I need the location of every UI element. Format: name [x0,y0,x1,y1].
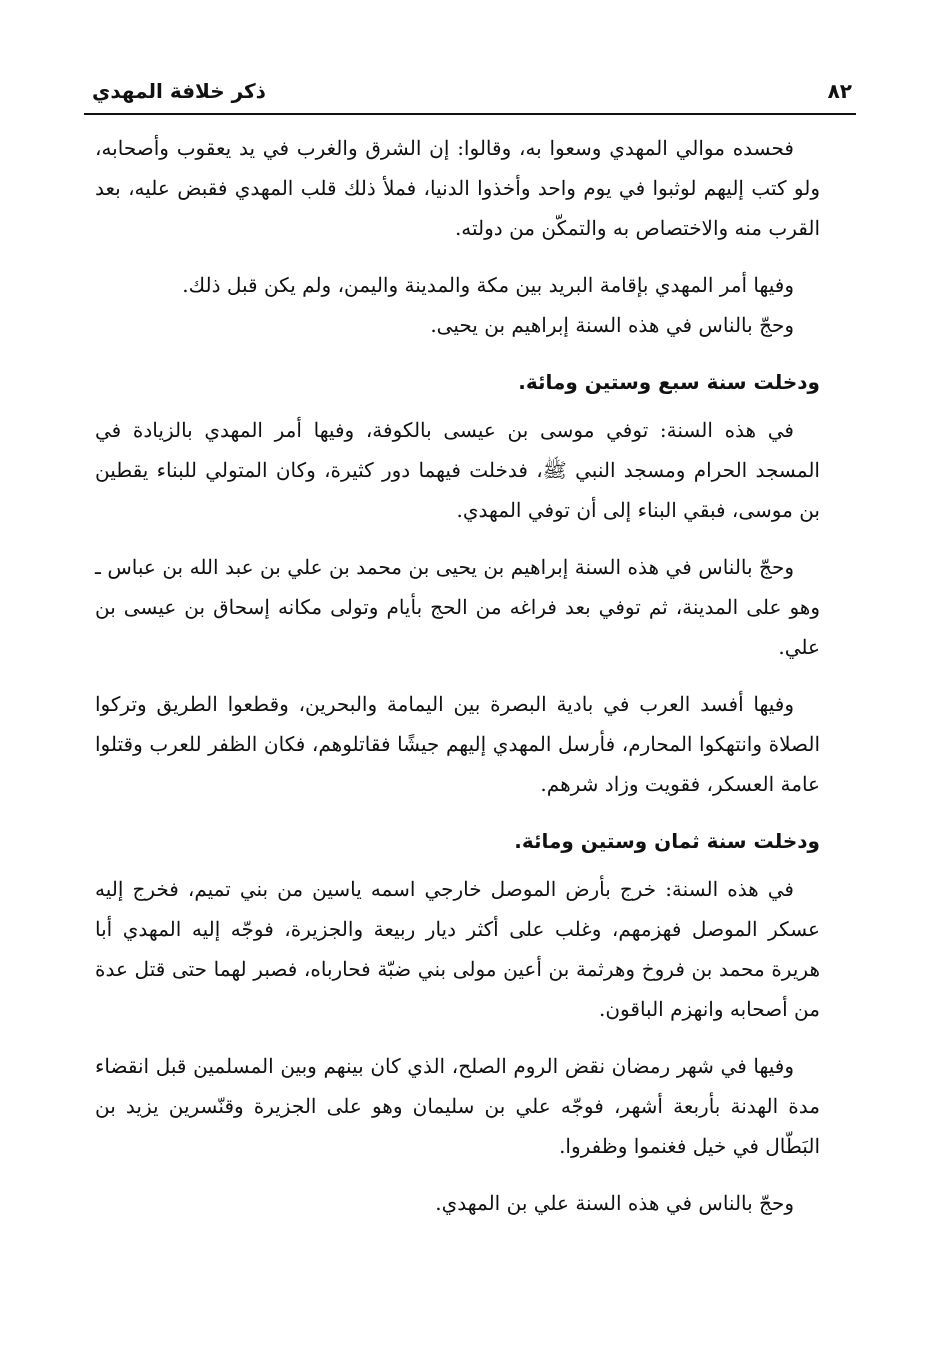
paragraph-pilgrimage-168: وحجّ بالناس في هذه السنة علي بن المهدي. [435,1191,794,1215]
paragraph-desert-revolt: وفيها أفسد العرب في بادية البصرة بين اليمامة والبحرين، وقطعوا الطريق وتركوا الصلاة وانتهكوا المحارم، فأرسل المهدي إليهم جيشًا فقاتلوهم، فكان الظفر للعرب وقتلوا عامة العسكر، فقويت وزاد شرهم. [95,692,820,796]
running-title: ذكر خلافة المهدي [92,79,266,103]
header-rule [84,113,856,115]
paragraph-pilgrimage-166: وحجّ بالناس في هذه السنة إبراهيم بن يحيى. [430,313,794,337]
page-number: ٨٢ [827,79,852,103]
paragraph-mosul-rebel: في هذه السنة: خرج بأرض الموصل خارجي اسمه ياسين من بني تميم، فخرج إليه عسكر الموصل فهزمهم، وغلب على أكثر ديار ربيعة والجزيرة، فوجّه إليه المهدي أبا هريرة محمد بن فروخ وهرثمة بن أعين مولى بني ضبّة فحارباه، فصبر لهما حتى قتل عدة من أصحابه وانهزم الباقون. [95,877,820,1021]
paragraph-pilgrimage-167: وحجّ بالناس في هذه السنة إبراهيم بن يحيى بن محمد بن علي بن عبد الله بن عباس ـ وهو على المدينة، ثم توفي بعد فراغه من الحج بأيام وتولى مكانه إسحاق بن عيسى بن علي. [95,555,820,659]
section-heading-167: ودخلت سنة سبع وستين ومائة. [518,370,820,394]
paragraph-byzantine-truce: وفيها في شهر رمضان نقض الروم الصلح، الذي كان بينهم وبين المسلمين قبل انقضاء مدة الهدنة بأربعة أشهر، فوجّه علي بن سليمان وهو على الجزيرة وقنّسرين يزيد بن البَطّال في خيل فغنموا وظفروا. [95,1054,820,1158]
paragraph-mosque-expansion: في هذه السنة: توفي موسى بن عيسى بالكوفة، وفيها أمر المهدي بالزيادة في المسجد الحرام ومسجد النبي ﷺ، فدخلت فيهما دور كثيرة، وكان المتولي للبناء يقطين بن موسى، فبقي البناء إلى أن توفي المهدي. [95,418,820,522]
page-body [95,128,820,1240]
section-heading-168: ودخلت سنة ثمان وستين ومائة. [514,829,820,853]
paragraph-envy: فحسده موالي المهدي وسعوا به، وقالوا: إن الشرق والغرب في يد يعقوب وأصحابه، ولو كتب إليهم لوثبوا في يوم واحد وأخذوا الدنيا، فملأ ذلك قلب المهدي فقبض عليه، بعد القرب منه والاختصاص به والتمكّن من دولته. [95,136,820,240]
paragraph-postal-service: وفيها أمر المهدي بإقامة البريد بين مكة والمدينة واليمن، ولم يكن قبل ذلك. [182,273,794,297]
running-header [92,74,852,108]
